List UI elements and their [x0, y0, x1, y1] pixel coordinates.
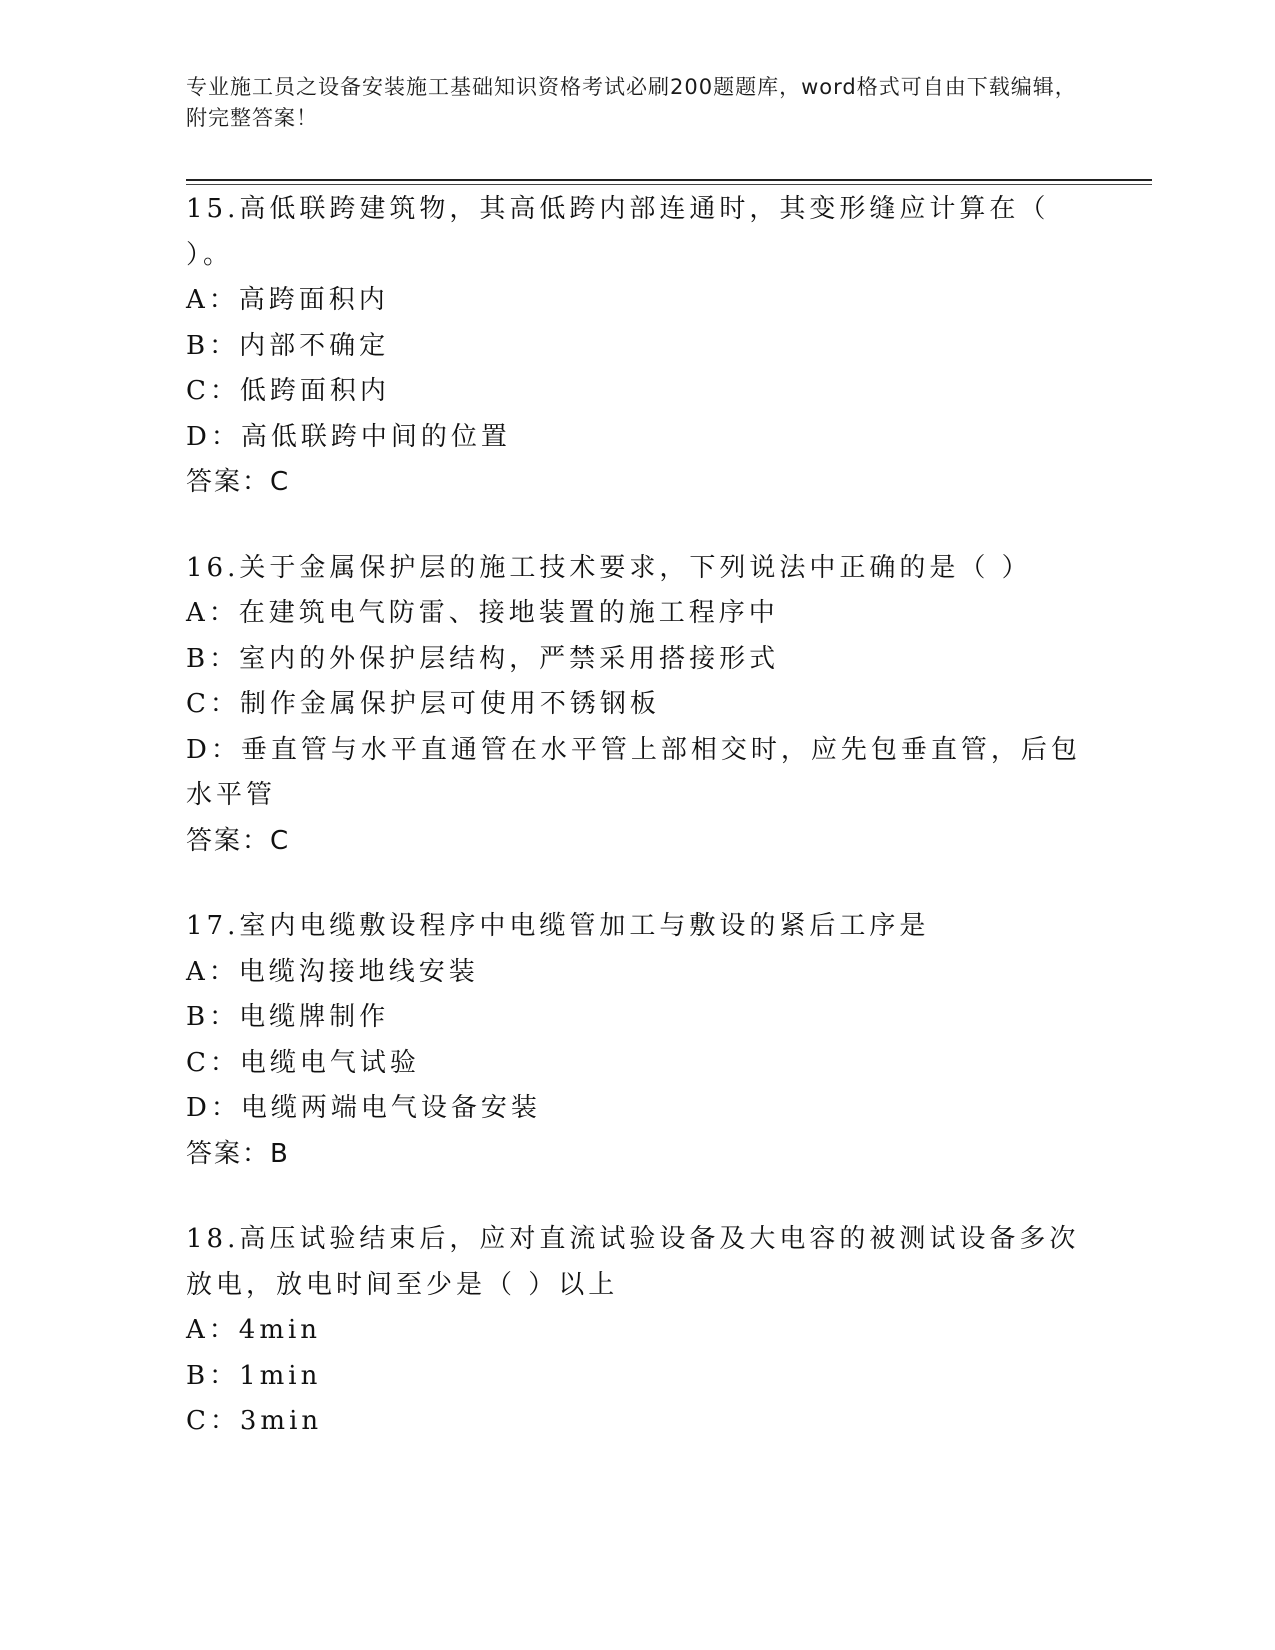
option-c: C：制作金属保护层可使用不锈钢板 — [186, 689, 660, 719]
option-c: C：低跨面积内 — [186, 376, 390, 406]
question-15 — [186, 187, 1086, 506]
header-divider-thin — [186, 184, 1152, 185]
answer-label: 答案：C — [186, 467, 291, 497]
question-stem: 15.高低联跨建筑物，其高低跨内部连通时，其变形缝应计算在（ ）。 — [186, 194, 1050, 270]
option-d: D：电缆两端电气设备安装 — [186, 1093, 541, 1123]
document-header: 专业施工员之设备安装施工基础知识资格考试必刷200题题库，word格式可自由下载编辑，附完整答案！ — [186, 75, 1077, 130]
answer-label: 答案：B — [186, 1138, 290, 1169]
question-18 — [186, 1217, 1086, 1445]
question-stem: 17.室内电缆敷设程序中电缆管加工与敷设的紧后工序是 — [186, 911, 930, 941]
option-a: A：4min — [186, 1315, 322, 1345]
option-a: A：高跨面积内 — [186, 285, 389, 315]
option-d: D：高低联跨中间的位置 — [186, 421, 511, 452]
option-d: D：垂直管与水平直通管在水平管上部相交时，应先包垂直管，后包水平管 — [186, 734, 1081, 810]
option-b: B：室内的外保护层结构，严禁采用搭接形式 — [186, 643, 780, 674]
answer-label: 答案：C — [186, 825, 291, 856]
question-list — [186, 187, 1086, 1485]
option-c: C：电缆电气试验 — [186, 1047, 420, 1078]
option-c: C：3min — [186, 1406, 323, 1436]
question-17 — [186, 904, 1086, 1177]
question-stem: 16.关于金属保护层的施工技术要求，下列说法中正确的是（ ） — [186, 552, 1032, 583]
header-divider-thick — [186, 179, 1152, 181]
option-b: B：电缆牌制作 — [186, 1002, 390, 1032]
option-b: B：1min — [186, 1360, 322, 1391]
question-stem: 18.高压试验结束后，应对直流试验设备及大电容的被测试设备多次放电，放电时间至少是（ ）以上 — [186, 1224, 1080, 1300]
option-a: A：在建筑电气防雷、接地装置的施工程序中 — [186, 598, 779, 628]
option-a: A：电缆沟接地线安装 — [186, 956, 479, 987]
question-16 — [186, 546, 1086, 865]
option-b: B：内部不确定 — [186, 330, 390, 361]
